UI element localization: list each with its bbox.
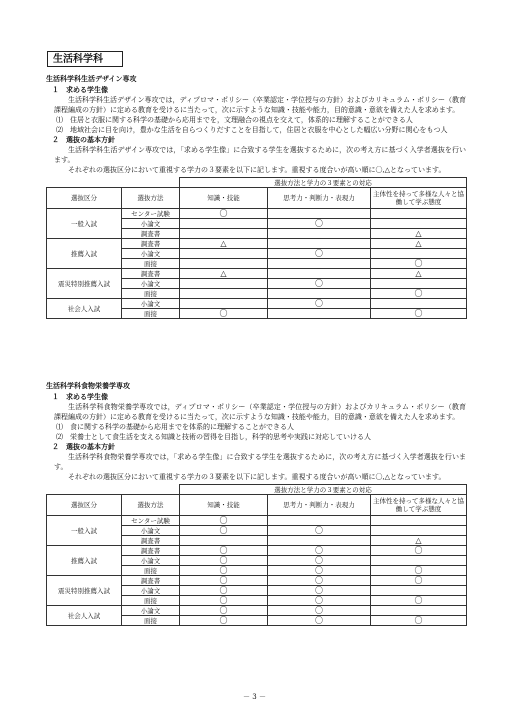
selection-method-cell: 調査書: [122, 576, 180, 586]
selection-method-cell: 小論文: [122, 556, 180, 566]
selection-category-cell: 推薦入試: [47, 239, 122, 269]
evaluation-mark-cell: 〇: [371, 289, 467, 299]
selection-method-cell: 小論文: [122, 219, 180, 229]
selection-method-cell: センター試験: [122, 209, 180, 219]
evaluation-mark-cell: [371, 516, 467, 526]
subheading-selection-policy: ２ 選抜の基本方針: [52, 443, 115, 451]
evaluation-mark-cell: [268, 516, 371, 526]
selection-category-cell: 推薦入試: [47, 546, 122, 576]
evaluation-mark-cell: 〇: [268, 546, 371, 556]
evaluation-mark-cell: [180, 289, 268, 299]
table-row: [47, 546, 467, 556]
evaluation-mark-cell: 〇: [268, 556, 371, 566]
selection-category-cell: 社会人入試: [47, 299, 122, 319]
evaluation-mark-cell: 〇: [268, 596, 371, 606]
selection-method-cell: 小論文: [122, 279, 180, 289]
evaluation-mark-cell: [268, 309, 371, 319]
selection-method-cell: 面接: [122, 259, 180, 269]
evaluation-mark-cell: 〇: [180, 526, 268, 536]
evaluation-mark-cell: [371, 279, 467, 289]
evaluation-mark-cell: 〇: [371, 596, 467, 606]
selection-method-cell: 小論文: [122, 249, 180, 259]
selection-method-cell: 調査書: [122, 239, 180, 249]
paragraph: 生活科学科食物栄養学専攻では，「求める学生像」に合致する学生を選抜するために，次の考え方に基づく入学者選抜を行います。: [54, 453, 466, 471]
selection-method-cell: 小論文: [122, 299, 180, 309]
table-header-cell: 知識・技能: [180, 495, 268, 516]
selection-table: [46, 484, 467, 626]
selection-method-cell: 小論文: [122, 526, 180, 536]
evaluation-mark-cell: 〇: [180, 546, 268, 556]
paragraph: それぞれの選抜区分において重視する学力の３要素を以下に記します。重視する度合いが高い順に〇,△となっています。: [68, 473, 446, 481]
selection-table: [46, 177, 467, 319]
evaluation-mark-cell: 〇: [268, 526, 371, 536]
evaluation-mark-cell: △: [371, 269, 467, 279]
subheading-student-profile: １ 求める学生像: [52, 393, 108, 401]
list-item: ⑴ 食に関する科学の基礎から応用までを体系的に理解することができる人: [56, 423, 294, 431]
selection-method-cell: 面接: [122, 596, 180, 606]
subheading-student-profile: １ 求める学生像: [52, 86, 108, 94]
evaluation-mark-cell: △: [371, 229, 467, 239]
evaluation-mark-cell: [371, 586, 467, 596]
evaluation-mark-cell: 〇: [268, 576, 371, 586]
evaluation-mark-cell: 〇: [268, 279, 371, 289]
evaluation-mark-cell: [180, 299, 268, 309]
table-header-cell: 選抜区分: [47, 495, 122, 516]
paragraph: 生活科学科生活デザイン専攻では，ディプロマ・ポリシー（卒業認定・学位授与の方針）およびカリキュラム・ポリシー（教育課程編成の方針）に定める教育を受けるに当たって，次に示すような知識・技能や能力，目的意識・意欲を備えた人を求めます。: [54, 96, 466, 114]
page-number: － 3 －: [243, 693, 266, 701]
evaluation-mark-cell: [180, 279, 268, 289]
selection-method-cell: 面接: [122, 309, 180, 319]
selection-method-cell: センター試験: [122, 516, 180, 526]
table-header-cell: 主体性を持って多様な人々と協働して学ぶ態度: [371, 495, 467, 516]
evaluation-mark-cell: △: [180, 269, 268, 279]
selection-category-cell: 社会人入試: [47, 606, 122, 626]
evaluation-mark-cell: 〇: [180, 309, 268, 319]
table-row: [47, 606, 467, 616]
selection-category-cell: 一般入試: [47, 516, 122, 546]
evaluation-mark-cell: 〇: [268, 616, 371, 626]
evaluation-mark-cell: △: [371, 239, 467, 249]
table-header-cell: 選抜区分: [47, 188, 122, 209]
department-heading: 生活科学科食物栄養学専攻: [46, 382, 130, 390]
evaluation-mark-cell: [180, 249, 268, 259]
evaluation-mark-cell: 〇: [268, 299, 371, 309]
evaluation-mark-cell: △: [371, 536, 467, 546]
section-nutrition: [46, 381, 466, 626]
table-blank-corner: [47, 485, 180, 495]
paragraph: それぞれの選抜区分において重視する学力の３要素を以下に記します。重視する度合いが高い順に〇,△となっています。: [68, 166, 446, 174]
evaluation-mark-cell: 〇: [268, 566, 371, 576]
evaluation-mark-cell: [180, 536, 268, 546]
evaluation-mark-cell: 〇: [268, 606, 371, 616]
table-caption: 選抜方法と学力の３要素との対応: [180, 485, 467, 495]
table-header-cell: 選抜方法: [122, 495, 180, 516]
evaluation-mark-cell: [268, 289, 371, 299]
evaluation-mark-cell: 〇: [268, 219, 371, 229]
table-blank-corner: [47, 178, 180, 188]
evaluation-mark-cell: 〇: [180, 576, 268, 586]
evaluation-mark-cell: [371, 219, 467, 229]
table-caption: 選抜方法と学力の３要素との対応: [180, 178, 467, 188]
list-item: ⑵ 地域社会に目を向け，豊かな生活を自らつくりだすことを目指して，住居と衣服を中心とした幅広い分野に関心をもつ人: [56, 126, 448, 134]
evaluation-mark-cell: 〇: [180, 209, 268, 219]
evaluation-mark-cell: 〇: [180, 596, 268, 606]
selection-method-cell: 調査書: [122, 546, 180, 556]
selection-method-cell: 調査書: [122, 229, 180, 239]
table-header-cell: 思考力・判断力・表現力: [268, 495, 371, 516]
table-row: [47, 299, 467, 309]
evaluation-mark-cell: 〇: [180, 516, 268, 526]
selection-method-cell: 面接: [122, 616, 180, 626]
evaluation-mark-cell: [371, 606, 467, 616]
evaluation-mark-cell: [268, 269, 371, 279]
evaluation-mark-cell: 〇: [371, 576, 467, 586]
list-item: ⑵ 栄養士として食生活を支える知識と技術の習得を目指し，科学的思考や実践に対応していける人: [56, 433, 371, 441]
selection-method-cell: 面接: [122, 289, 180, 299]
subheading-selection-policy: ２ 選抜の基本方針: [52, 136, 115, 144]
evaluation-mark-cell: [371, 556, 467, 566]
evaluation-mark-cell: 〇: [180, 556, 268, 566]
evaluation-mark-cell: [268, 239, 371, 249]
evaluation-mark-cell: [371, 299, 467, 309]
selection-category-cell: 震災特別推薦入試: [47, 576, 122, 606]
selection-method-cell: 調査書: [122, 536, 180, 546]
page-title: 生活科学科: [47, 51, 123, 67]
section-design: [46, 74, 466, 319]
selection-method-cell: 小論文: [122, 586, 180, 596]
selection-category-cell: 震災特別推薦入試: [47, 269, 122, 299]
table-header-cell: 主体性を持って多様な人々と協働して学ぶ態度: [371, 188, 467, 209]
selection-method-cell: 小論文: [122, 606, 180, 616]
evaluation-mark-cell: [180, 219, 268, 229]
table-header-cell: 思考力・判断力・表現力: [268, 188, 371, 209]
evaluation-mark-cell: 〇: [180, 606, 268, 616]
evaluation-mark-cell: [268, 536, 371, 546]
evaluation-mark-cell: △: [180, 239, 268, 249]
evaluation-mark-cell: [180, 259, 268, 269]
selection-category-cell: 一般入試: [47, 209, 122, 239]
table-row: [47, 516, 467, 526]
table-row: [47, 209, 467, 219]
evaluation-mark-cell: 〇: [371, 259, 467, 269]
evaluation-mark-cell: [180, 229, 268, 239]
department-heading: 生活科学科生活デザイン専攻: [46, 75, 137, 83]
evaluation-mark-cell: 〇: [180, 566, 268, 576]
evaluation-mark-cell: [268, 259, 371, 269]
evaluation-mark-cell: 〇: [268, 586, 371, 596]
evaluation-mark-cell: [268, 209, 371, 219]
table-row: [47, 576, 467, 586]
evaluation-mark-cell: 〇: [268, 249, 371, 259]
evaluation-mark-cell: 〇: [371, 546, 467, 556]
evaluation-mark-cell: 〇: [371, 309, 467, 319]
evaluation-mark-cell: [268, 229, 371, 239]
table-row: [47, 269, 467, 279]
selection-method-cell: 面接: [122, 566, 180, 576]
evaluation-mark-cell: 〇: [180, 586, 268, 596]
evaluation-mark-cell: [371, 526, 467, 536]
selection-method-cell: 調査書: [122, 269, 180, 279]
table-row: [47, 239, 467, 249]
evaluation-mark-cell: 〇: [371, 616, 467, 626]
evaluation-mark-cell: 〇: [180, 616, 268, 626]
evaluation-mark-cell: 〇: [371, 566, 467, 576]
evaluation-mark-cell: [371, 209, 467, 219]
list-item: ⑴ 住居と衣服に関する科学の基礎から応用までを，文理融合の視点を交えて，体系的に理解することができる人: [56, 116, 413, 124]
paragraph: 生活科学科食物栄養学専攻では，ディプロマ・ポリシー（卒業認定・学位授与の方針）およびカリキュラム・ポリシー（教育課程編成の方針）に定める教育を受けるに当たって，次に示すような知識・技能や能力，目的意識・意欲を備えた人を求めます。: [54, 403, 466, 421]
table-header-cell: 知識・技能: [180, 188, 268, 209]
paragraph: 生活科学科生活デザイン専攻では，「求める学生像」に合致する学生を選抜するために，次の考え方に基づく入学者選抜を行います。: [54, 146, 466, 164]
evaluation-mark-cell: [371, 249, 467, 259]
table-header-cell: 選抜方法: [122, 188, 180, 209]
